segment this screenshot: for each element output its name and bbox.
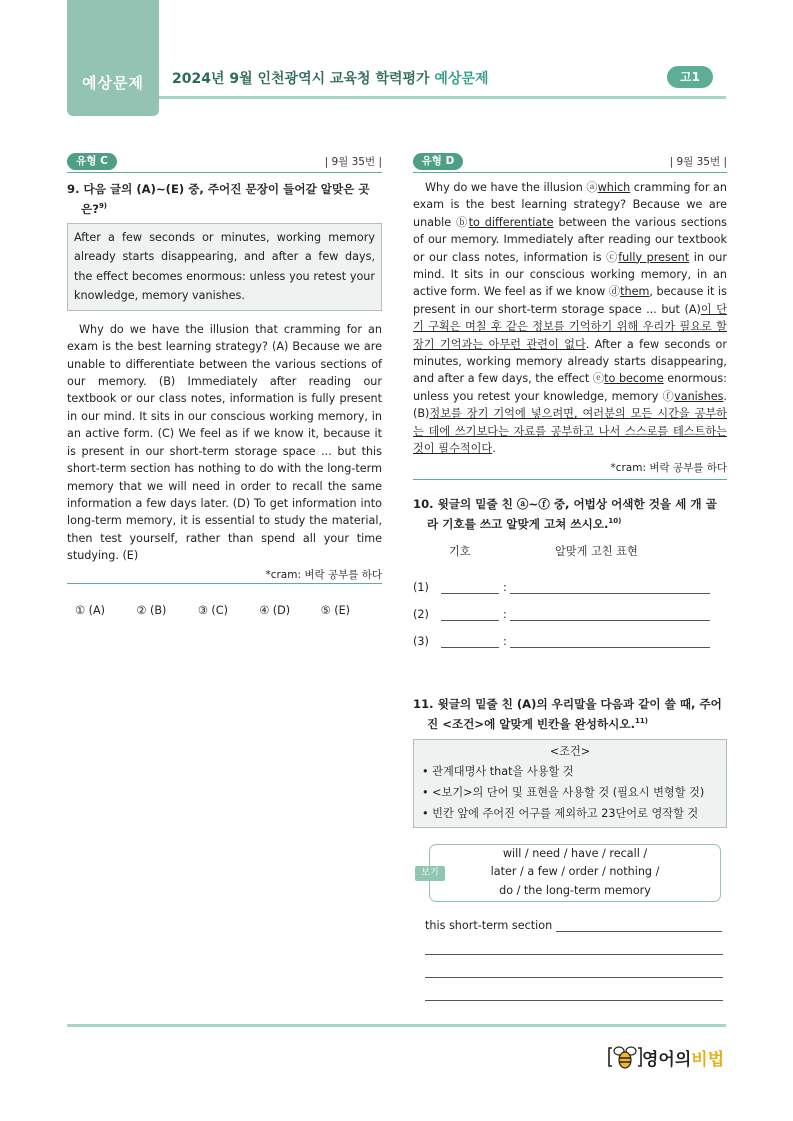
answer-blank-line[interactable] [425, 999, 723, 1001]
correction-blank[interactable] [510, 592, 710, 594]
passage-divider [413, 479, 727, 481]
page-title [172, 68, 489, 88]
type-badge: 유형 C [67, 153, 117, 170]
section-tab-label: 예상문제 [82, 74, 144, 92]
answer-blank-line[interactable] [425, 976, 723, 978]
underline-e: to become [604, 372, 664, 386]
grade-badge: 고1 [667, 66, 713, 88]
left-column [67, 152, 382, 617]
page-title-main: 2024년 9월 인천광역시 교육청 학력평가 [172, 71, 430, 87]
correction-blank[interactable] [510, 619, 710, 621]
symbol-blank[interactable] [441, 592, 499, 594]
underline-b: to differentiate [468, 215, 554, 229]
brand-name [642, 1045, 724, 1070]
answer-choices [67, 604, 382, 617]
type-c-header [67, 152, 382, 173]
marker-f: ⓕ [662, 389, 675, 403]
word-bank-line: will / need / have / recall / [502, 846, 648, 860]
word-bank-box [429, 844, 721, 902]
answer-prefix: this short-term section [425, 918, 553, 932]
brand-logo [608, 1042, 724, 1072]
type-badge: 유형 D [413, 153, 463, 170]
choice-5[interactable]: ⑤ (E) [320, 604, 351, 618]
underline-d: them [620, 285, 650, 299]
marker-b: ⓑ [456, 215, 469, 229]
underline-c: fully present [618, 250, 690, 264]
vocab-note: *cram: 벼락 공부를 하다 [265, 568, 382, 581]
answer-blank-line[interactable] [425, 953, 723, 955]
question-9-passage: Why do we have the illusion that cramming for an exam is the best learning strategy? (A) Because we are unable to differentiate between the various sections of our memory. (B) Immediately after reading our textbook or our class notes, information is fully present in our mind. It sits in our conscious working memory, in an active form. (C) We feel as if we know it, because it is present in our short-term storage space ... but this short-term section has nothing to do with the long-term memory that we will need in order to recall the same information a few days later. (D) To get information into long-term memory, it is essential to study the material, then test yourself, rather than spend all your time studying. (E) [67, 322, 382, 563]
brand-part-a: 영어의 [642, 1049, 692, 1070]
underline-a: which [597, 181, 631, 194]
q10-col-correction: 알맞게 고친 표현 [555, 544, 638, 558]
footnote-marker: 11) [634, 716, 648, 725]
word-bank-line: later / a few / order / nothing / [490, 865, 660, 879]
q10-column-headers [413, 543, 727, 559]
marker-c: ⓒ [606, 250, 619, 264]
condition-item: • 관계대명사 that을 사용할 것 [422, 764, 574, 778]
passage-divider [67, 583, 382, 585]
underline-korean-a: 이 단기 구획은 며칠 후 같은 정보를 기억하기 위해 우리가 필요로 할 장기 기억과는 아무런 관련이 없다 [413, 302, 728, 351]
question-11-title: 11. 윗글의 밑줄 친 (A)의 우리말을 다음과 같이 쓸 때, 주어진 <조건>에 알맞게 빈칸을 완성하시오.$^{11)}$ [413, 696, 722, 731]
choice-4[interactable]: ④ (D) [259, 604, 291, 618]
q10-answer-row: (2) : [413, 594, 727, 621]
given-sentence-box: After a few seconds or minutes, working memory already starts disappearing, and after a few days, the effect becomes enormous: unless you retest your knowledge, memory vanishes. [67, 223, 382, 311]
source-label: | 9월 35번 | [669, 156, 727, 168]
page-title-highlight: 예상문제 [434, 71, 489, 87]
underline-korean-b: 정보를 장기 기억에 넣으려면, 여러분의 모든 시간을 공부하는 데에 쓰기보다는 자료를 공부하고 나서 스스로를 테스트하는 것이 필수적이다 [413, 407, 727, 456]
q10-row-number: (2) [413, 607, 429, 621]
brand-part-b: 비법 [691, 1049, 725, 1070]
symbol-blank[interactable] [441, 619, 499, 621]
question-d-passage: Why do we have the illusion ⓐwhich cramming for an exam is the best learning strategy? Because we are unable ⓑto differentiate between the various sections of our memory. Immediately after reading our textbook or our class notes, information is ⓒfully present in our mind. It sits in our conscious working memory, in an active form. We feel as if we know ⓓthem, because it is present in our short-term storage space ... but (A)이 단기 구획은 며칠 후 같은 정보를 기억하기 위해 우리가 필요로 할 장기 기억과는 아무런 관련이 없다. After a few seconds or minutes, working memory already starts disappearing, and after a few days, the effect ⓔto become enormous: unless you retest your knowledge, memory ⓕvanishes. (B)정보를 장기 기억에 넣으려면, 여러분의 모든 시간을 공부하는 데에 쓰기보다는 자료를 공부하고 나서 스스로를 테스트하는 것이 필수적이다. [413, 181, 728, 456]
conditions-title: <조건> [549, 744, 591, 758]
vocab-note: *cram: 벼락 공부를 하다 [610, 461, 727, 474]
q10-answer-row: (1) : [413, 567, 727, 594]
footer-divider [67, 1024, 726, 1027]
choice-2[interactable]: ② (B) [136, 604, 167, 618]
right-column [413, 152, 727, 1001]
marker-e: ⓔ [592, 372, 605, 386]
question-9-title: 9. 다음 글의 (A)~(E) 중, 주어진 문장이 들어갈 알맞은 곳은?$^{9)}$ [67, 182, 370, 216]
choice-1[interactable]: ① (A) [75, 604, 105, 618]
footnote-marker: 9) [98, 202, 108, 210]
answer-blank[interactable] [556, 930, 722, 932]
underline-f: vanishes [674, 389, 724, 403]
q10-row-number: (1) [413, 580, 429, 594]
q10-col-symbol: 기호 [449, 544, 471, 558]
q10-row-number: (3) [413, 634, 429, 648]
condition-item: • <보기>의 단어 및 표현을 사용할 것 (필요시 변형할 것) [422, 785, 705, 799]
word-bank [413, 844, 727, 902]
conditions-box [413, 739, 727, 828]
source-label: | 9월 35번 | [324, 156, 382, 168]
header-divider [159, 96, 726, 99]
word-bank-line: do / the long-term memory [499, 883, 651, 897]
choice-3[interactable]: ③ (C) [197, 604, 228, 618]
type-d-header [413, 152, 727, 173]
correction-blank[interactable] [510, 646, 710, 648]
symbol-blank[interactable] [441, 646, 499, 648]
word-bank-label: 보기 [415, 866, 445, 881]
footnote-marker: 10) [608, 517, 622, 525]
section-tab [67, 0, 159, 116]
marker-a: ⓐ [586, 181, 598, 194]
marker-d: ⓓ [608, 285, 621, 299]
question-10-title: 10. 윗글의 밑줄 친 ⓐ~ⓕ 중, 어법상 어색한 것을 세 개 골라 기호를 쓰고 알맞게 고쳐 쓰시오.$^{10)}$ [413, 497, 717, 531]
q11-answer-start [425, 912, 727, 932]
bee-icon [608, 1042, 642, 1072]
condition-item: • 빈칸 앞에 주어진 어구를 제외하고 23단어로 영작할 것 [422, 806, 699, 820]
q10-answer-row: (3) : [413, 621, 727, 648]
